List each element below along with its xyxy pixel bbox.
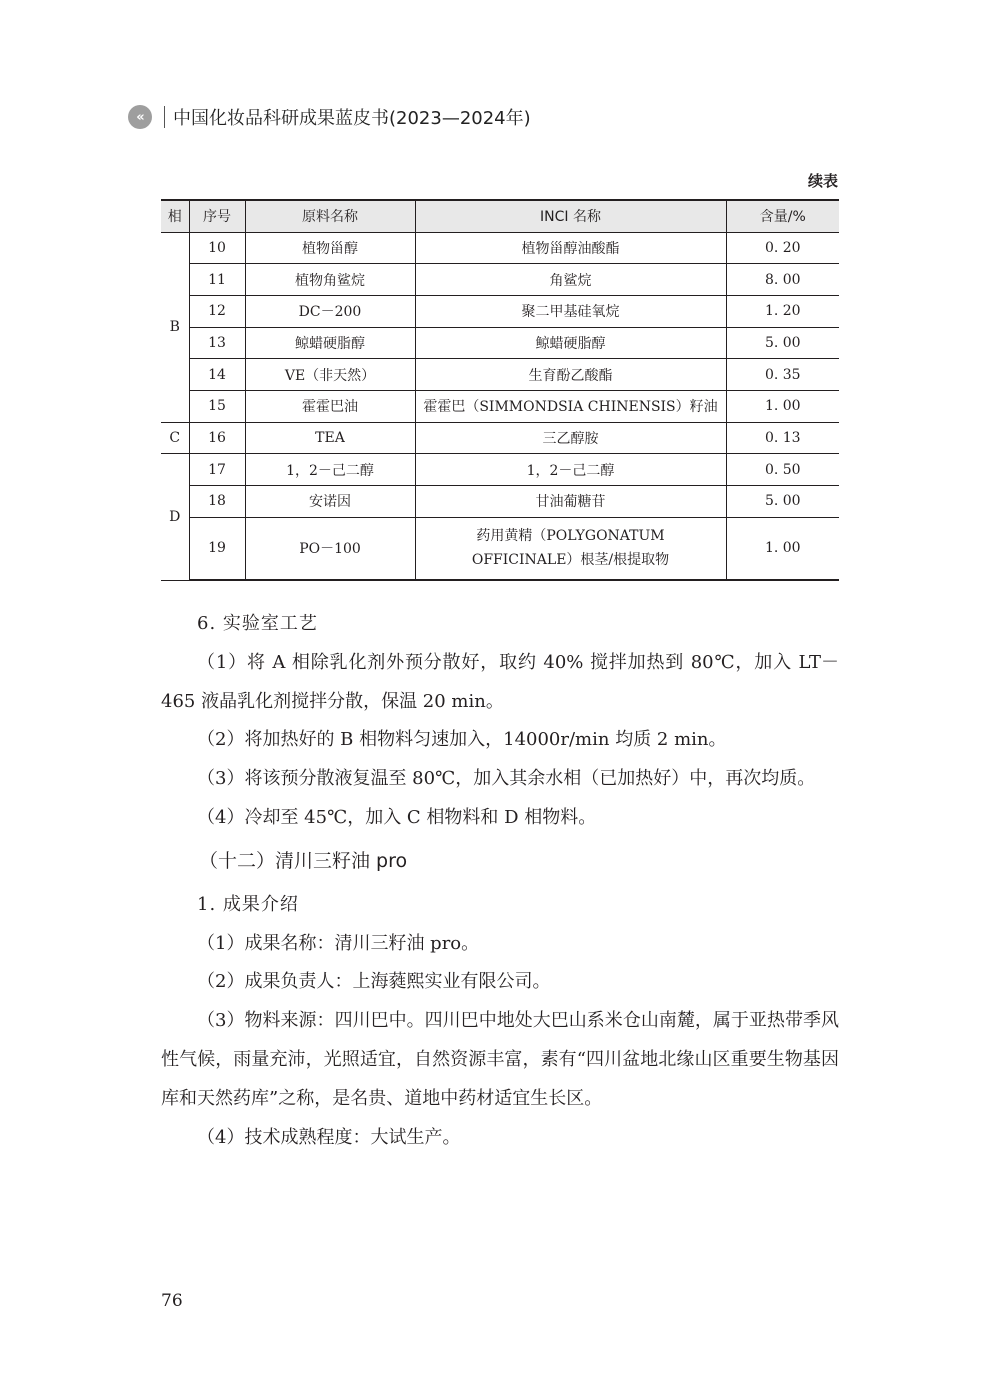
row-name: 植物角鲨烷: [245, 264, 415, 296]
row-no: 16: [189, 422, 245, 454]
row-name: VE（非天然）: [245, 359, 415, 391]
row-inci: 聚二甲基硅氧烷: [415, 295, 726, 327]
col-header-name: 原料名称: [245, 200, 415, 232]
row-amount: 0. 20: [726, 232, 839, 264]
col-header-phase: 相: [161, 200, 189, 232]
row-no: 17: [189, 454, 245, 486]
table-row: [161, 232, 839, 264]
row-no: 19: [189, 517, 245, 580]
row-amount: 0. 35: [726, 359, 839, 391]
table-row: [161, 486, 839, 518]
phase-cell: B: [161, 232, 189, 422]
table-row: [161, 390, 839, 422]
row-amount: 0. 50: [726, 454, 839, 486]
row-amount: 1. 00: [726, 517, 839, 580]
row-name: 霍霍巴油: [245, 390, 415, 422]
row-name: 安诺因: [245, 486, 415, 518]
row-inci: 植物甾醇油酸酯: [415, 232, 726, 264]
table-header-row: [161, 200, 839, 232]
header-title: 中国化妆品科研成果蓝皮书(2023—2024年): [173, 108, 531, 129]
row-amount: 8. 00: [726, 264, 839, 296]
row-inci: [415, 517, 726, 580]
intro-item-2: （2）成果负责人：上海蕤熙实业有限公司。: [197, 971, 551, 993]
step-1: （1）将 A 相除乳化剂外预分散好，取约 40% 搅拌加热到 80℃，加入 LT－465 液晶乳化剂搅拌分散，保温 20 min。: [161, 651, 839, 712]
row-no: 14: [189, 359, 245, 391]
phase-cell: D: [161, 454, 189, 580]
row-inci: 甘油葡糖苷: [415, 486, 726, 518]
row-amount: 1. 20: [726, 295, 839, 327]
row-name: 1，2－己二醇: [245, 454, 415, 486]
row-no: 12: [189, 295, 245, 327]
table-continued-label: 续表: [807, 172, 838, 190]
row-name: 植物甾醇: [245, 232, 415, 264]
body-text: [161, 605, 839, 1157]
row-inci: 1，2－己二醇: [415, 454, 726, 486]
intro-item-1: （1）成果名称：清川三籽油 pro。: [197, 932, 480, 954]
intro-item-3: （3）物料来源：四川巴中。四川巴中地处大巴山系米仓山南麓，属于亚热带季风性气候，雨量充沛，光照适宜，自然资源丰富，素有“四川盆地北缘山区重要生物基因库和天然药库”之称，是名贵、道地中药材适宜生长区。: [161, 1010, 839, 1109]
running-header: [128, 102, 531, 132]
row-amount: 5. 00: [726, 327, 839, 359]
formula-table: [161, 199, 839, 581]
row-name: PO－100: [245, 517, 415, 580]
col-header-amount: 含量/%: [726, 200, 839, 232]
row-inci-line1: 药用黄精（POLYGONATUM: [476, 528, 665, 545]
row-inci: 生育酚乙酸酯: [415, 359, 726, 391]
intro-title: 1. 成果介绍: [197, 893, 299, 915]
table-row: [161, 454, 839, 486]
row-name: 鲸蜡硬脂醇: [245, 327, 415, 359]
table-row: [161, 422, 839, 454]
row-name: TEA: [245, 422, 415, 454]
row-no: 15: [189, 390, 245, 422]
row-amount: 5. 00: [726, 486, 839, 518]
row-inci-line2: OFFICINALE）根茎/根提取物: [471, 552, 670, 569]
row-inci: 霍霍巴（SIMMONDSIA CHINENSIS）籽油: [415, 390, 726, 422]
section-6-title: 6. 实验室工艺: [197, 613, 318, 634]
row-amount: 0. 13: [726, 422, 839, 454]
row-name: DC－200: [245, 295, 415, 327]
table-row: [161, 359, 839, 391]
col-header-no: 序号: [189, 200, 245, 232]
col-header-inci: INCI 名称: [415, 200, 726, 232]
table-row: [161, 517, 839, 580]
row-no: 18: [189, 486, 245, 518]
step-2: （2）将加热好的 B 相物料匀速加入，14000r/min 均质 2 min。: [197, 729, 727, 751]
page-number: 76: [161, 1291, 183, 1311]
phase-cell: C: [161, 422, 189, 454]
row-amount: 1. 00: [726, 390, 839, 422]
step-4: （4）冷却至 45℃，加入 C 相物料和 D 相物料。: [197, 806, 597, 828]
header-divider: [164, 106, 165, 128]
step-3: （3）将该预分散液复温至 80℃，加入其余水相（已加热好）中，再次均质。: [197, 768, 816, 790]
row-inci: 鲸蜡硬脂醇: [415, 327, 726, 359]
table-row: [161, 327, 839, 359]
row-no: 13: [189, 327, 245, 359]
row-no: 10: [189, 232, 245, 264]
row-inci: 三乙醇胺: [415, 422, 726, 454]
section-12-heading: （十二）清川三籽油 pro: [199, 849, 408, 872]
book-logo-icon: «: [128, 105, 152, 129]
table-row: [161, 295, 839, 327]
row-inci: 角鲨烷: [415, 264, 726, 296]
table-row: [161, 264, 839, 296]
row-no: 11: [189, 264, 245, 296]
intro-item-4: （4）技术成熟程度：大试生产。: [197, 1126, 461, 1148]
